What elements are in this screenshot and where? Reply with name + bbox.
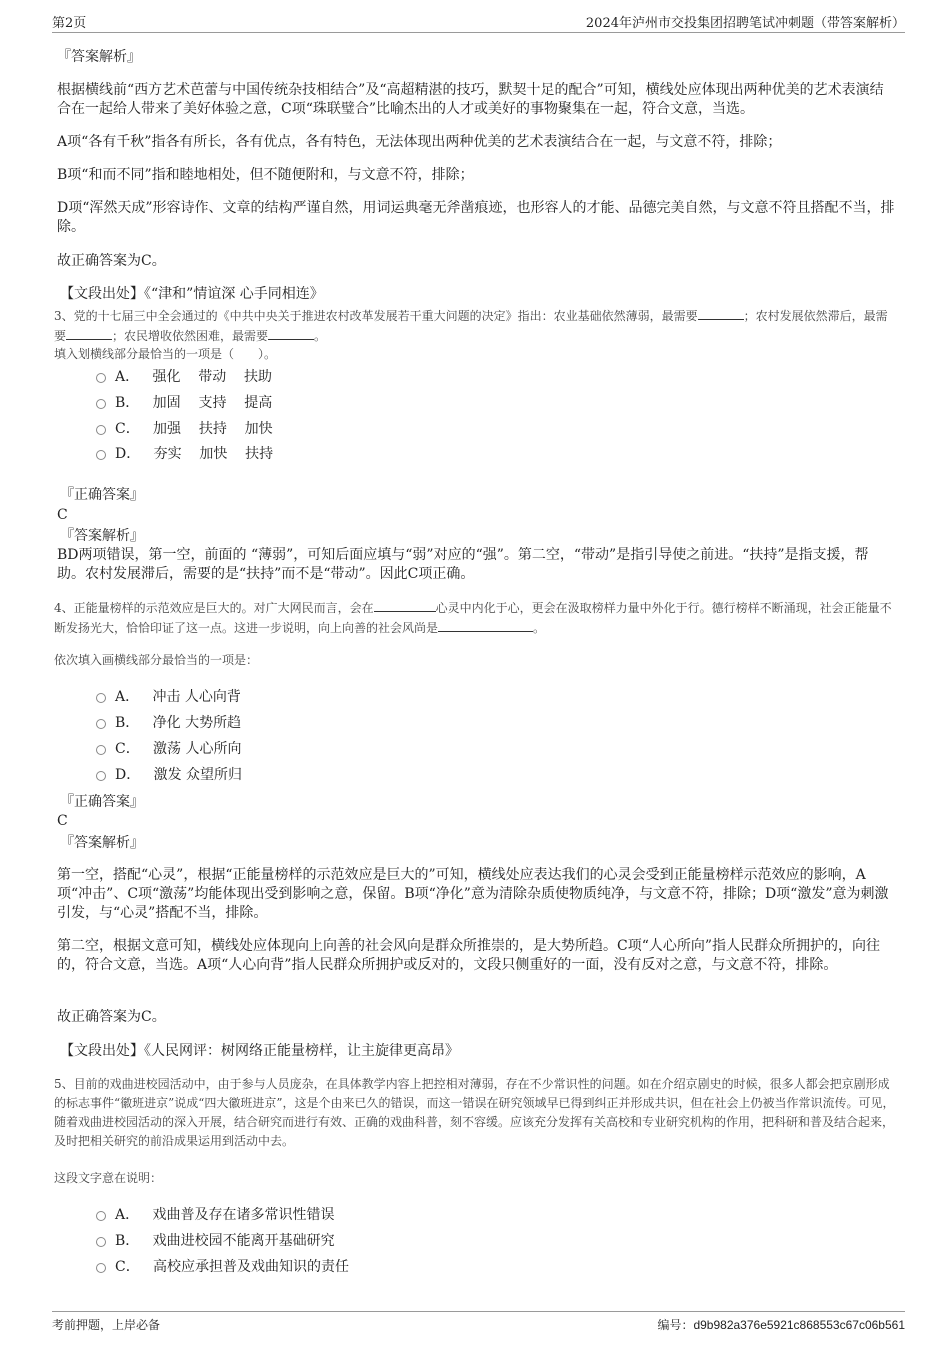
q5-option-b[interactable]: B． 戏曲进校园不能离开基础研究 xyxy=(96,1232,335,1250)
q3-option-d[interactable]: D． 夯实 加快 扶持 xyxy=(96,445,273,463)
q2-analysis-label: 『答案解析』 xyxy=(57,49,141,65)
radio-icon[interactable] xyxy=(96,745,106,755)
radio-icon[interactable] xyxy=(96,425,106,435)
q4-answer-label: 『正确答案』 xyxy=(60,794,144,810)
page-number: 第2页 xyxy=(52,16,87,31)
radio-icon[interactable] xyxy=(96,771,106,781)
page-header xyxy=(52,10,905,33)
page-footer xyxy=(52,1311,905,1332)
q4-blank-1 xyxy=(374,611,436,612)
radio-icon[interactable] xyxy=(96,1237,106,1247)
q3-option-b[interactable]: B． 加固 支持 提高 xyxy=(96,394,272,412)
q3-blank-3 xyxy=(268,339,314,340)
q4-final-answer: 故正确答案为C。 xyxy=(57,1009,166,1025)
q3-answer-label: 『正确答案』 xyxy=(60,487,144,503)
q3-stem: 3、党的十七届三中全会通过的《中共中央关于推进农村改革发展若干重大问题的决定》指出：农业基础依然薄弱，最需要 ；农村发展依然滞后，最需要 ；农民增收依然困难，最需要 。 xyxy=(54,309,888,343)
radio-icon[interactable] xyxy=(96,450,106,460)
q3-analysis-label: 『答案解析』 xyxy=(60,528,144,544)
q5-option-a[interactable]: A． 戏曲普及存在诸多常识性错误 xyxy=(96,1206,334,1224)
q2-analysis-option-d: D项“浑然天成”形容诗作、文章的结构严谨自然，用词运典毫无斧凿痕迹，也形容人的才能、品德完美自然，与文意不符且搭配不当，排除。 xyxy=(57,200,895,235)
q2-analysis-option-b: B项“和而不同”指和睦地相处，但不随便附和，与文意不符，排除； xyxy=(57,167,474,183)
q4-source: 【文段出处】《人民网评：树网络正能量榜样，让主旋律更高昂》 xyxy=(60,1043,459,1059)
document-title: 2024年泸州市交投集团招聘笔试冲刺题（带答案解析） xyxy=(585,16,905,31)
q5-stem: 5、目前的戏曲进校园活动中，由于参与人员庞杂，在具体教学内容上把控相对薄弱，存在不少常识性的问题。如在介绍京剧史的时候，很多人都会把京剧形成的标志事件“徽班进京”说成“四大徽班进京”，这是个由来已久的错误，而这一错误在研究领域早已得到纠正并形成共识，但在社会上仍被当作常识流传。可见，随着戏曲进校园活动的深入开展，结合研究而进行有效、正确的戏曲科普，刻不容缓。应该充分发挥有关高校和专业研究机构的作用，把科研和普及结合起来，及时把相关研究的前沿成果运用到活动中去。 xyxy=(54,1077,895,1148)
q4-option-d[interactable]: D． 激发 众望所归 xyxy=(96,766,242,784)
q2-source: 【文段出处】《“津和”情谊深 心手同相连》 xyxy=(60,286,324,302)
q3-answer: C xyxy=(57,507,68,523)
q2-analysis-p1: 根据横线前“西方艺术芭蕾与中国传统杂技相结合”及“高超精湛的技巧，默契十足的配合”可知，横线处应体现出两种优美的艺术表演结合在一起给人带来了美好体验之意，C项“珠联璧合”比喻杰出的人才或美好的事物聚集在一起，符合文意，当选。 xyxy=(57,82,884,117)
radio-icon[interactable] xyxy=(96,1211,106,1221)
q4-analysis-p2: 第二空，根据文意可知，横线处应体现向上向善的社会风向是群众所推崇的，是大势所趋。C项“人心所向”指人民群众所拥护的，向往的，符合文意，当选。A项“人心向背”指人民群众所拥护或反对的，文段只侧重好的一面，没有反对之意，与文意不符，排除。 xyxy=(57,938,881,973)
q3-prompt: 填入划横线部分最恰当的一项是（ ）。 xyxy=(54,347,277,361)
radio-icon[interactable] xyxy=(96,693,106,703)
q4-analysis-label: 『答案解析』 xyxy=(60,835,144,851)
radio-icon[interactable] xyxy=(96,399,106,409)
q4-analysis-p1: 第一空，搭配“心灵”，根据“正能量榜样的示范效应是巨大的”可知，横线处应表达我们的心灵会受到正能量榜样示范效应的影响，A项“冲击”、C项“激荡”均能体现出受到影响之意，保留。B项“净化”意为清除杂质使物质纯净，与文意不符，排除；D项“激发”意为刺激引发，与“心灵”搭配不当，排除。 xyxy=(57,867,889,921)
q2-final-answer: 故正确答案为C。 xyxy=(57,253,166,269)
q4-prompt: 依次填入画横线部分最恰当的一项是： xyxy=(54,653,259,667)
footer-slogan: 考前押题，上岸必备 xyxy=(52,1318,161,1332)
radio-icon[interactable] xyxy=(96,373,106,383)
q4-option-c[interactable]: C． 激荡 人心所向 xyxy=(96,740,242,758)
q3-option-a[interactable]: A． 强化 带动 扶助 xyxy=(96,368,272,386)
document-code: 编号：d9b982a376e5921c868553c67c06b561 xyxy=(657,1318,905,1332)
q4-option-b[interactable]: B． 净化 大势所趋 xyxy=(96,714,241,732)
q3-blank-2 xyxy=(66,339,112,340)
q3-option-c[interactable]: C． 加强 扶持 加快 xyxy=(96,420,273,438)
q4-answer: C xyxy=(57,813,68,829)
q3-analysis: BD两项错误，第一空，前面的 “薄弱”，可知后面应填与“弱”对应的“强”。第二空，“带动”是指引导使之前进。“扶持”是指支援，帮助。农村发展滞后，需要的是“扶持”而不是“带动”。因此C项正确。 xyxy=(57,547,869,582)
radio-icon[interactable] xyxy=(96,1263,106,1273)
q3-blank-1 xyxy=(698,319,744,320)
q2-analysis-option-a: A项“各有千秋”指各有所长，各有优点，各有特色，无法体现出两种优美的艺术表演结合在一起，与文意不符，排除； xyxy=(57,134,782,150)
q5-option-c[interactable]: C． 高校应承担普及戏曲知识的责任 xyxy=(96,1258,349,1276)
q4-option-a[interactable]: A． 冲击 人心向背 xyxy=(96,688,241,706)
q4-blank-2 xyxy=(438,631,533,632)
radio-icon[interactable] xyxy=(96,719,106,729)
q5-prompt: 这段文字意在说明： xyxy=(54,1171,163,1185)
q4-stem: 4、正能量榜样的示范效应是巨大的。对广大网民而言，会在 心灵中内化于心，更会在汲取榜样力量中外化于行。德行榜样不断涌现，社会正能量不断发扬光大，恰恰印证了这一点。这进一步说明，向上向善的社会风尚是 。 xyxy=(54,601,892,635)
